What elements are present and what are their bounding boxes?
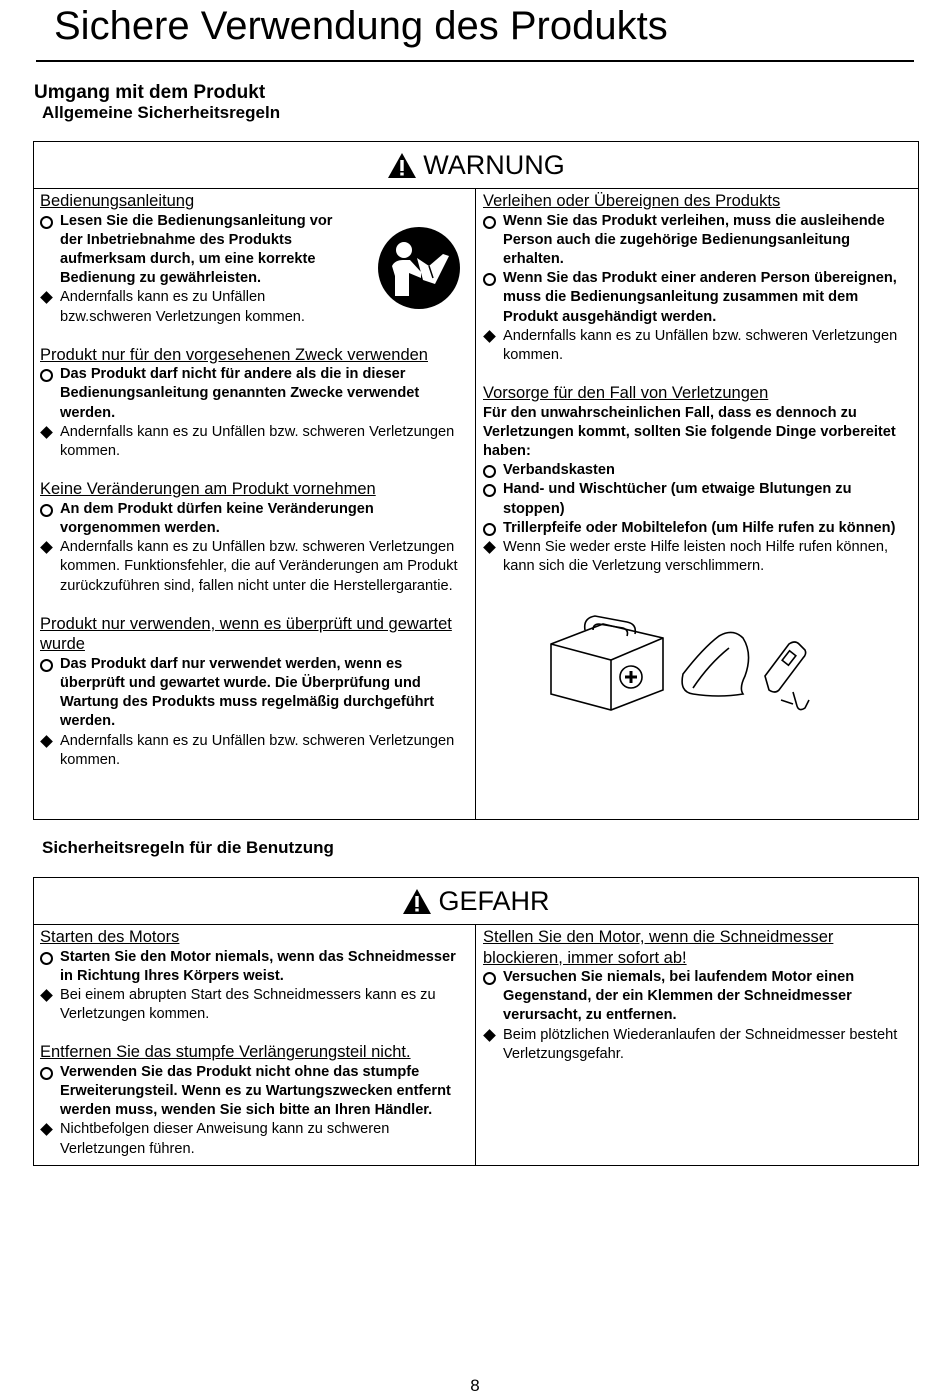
section-heading: Umgang mit dem Produkt <box>34 82 266 103</box>
diamond-bullet-icon <box>40 538 60 596</box>
item-text: Andernfalls kann es zu Unfällen bzw. schweren Verletzungen kommen. <box>60 732 455 768</box>
circle-bullet-icon <box>483 519 503 538</box>
item-text: Andernfalls kann es zu Unfällen bzw. schweren Verletzungen kommen. Funktionsfehler, die auf Veränderungen am Produkt zurückzuführen sind, fallen nicht unter die Herstellergarantie. <box>60 539 458 594</box>
diamond-bullet-icon <box>40 732 60 770</box>
rule-section <box>40 614 469 770</box>
circle-bullet-icon <box>483 212 503 270</box>
rule-section-title: Starten des Motors <box>40 928 180 946</box>
consequence-item <box>40 538 469 596</box>
item-text: Andernfalls kann es zu Unfällen bzw. schweren Verletzungen kommen. <box>60 423 455 460</box>
item-text: Das Produkt darf nicht für andere als die in dieser Bedienungsanleitung genannten Zwecke verwendet werden. <box>60 366 420 421</box>
page-title: Sichere Verwendung des Produkts <box>54 4 668 48</box>
rule-section <box>40 1042 469 1159</box>
danger-right-column <box>476 924 918 1165</box>
circle-bullet-icon <box>483 461 503 480</box>
page-number: 8 <box>470 1376 480 1395</box>
rule-section-title: Keine Veränderungen am Produkt vornehmen <box>40 480 376 499</box>
item-text: Hand- und Wischtücher (um etwaige Blutungen zu stoppen) <box>503 481 852 517</box>
item-text: Wenn Sie das Produkt einer anderen Person übereignen, muss die Bedienungsanleitung zusammen mit dem Produkt ausgehändigt werden. <box>503 270 897 325</box>
rule-section <box>483 927 912 1064</box>
circle-bullet-icon <box>40 500 60 538</box>
instruction-item <box>40 500 469 538</box>
diamond-bullet-icon <box>483 1026 503 1064</box>
diamond-bullet-icon <box>40 288 60 326</box>
circle-bullet-icon <box>40 948 60 986</box>
instruction-item <box>483 461 912 480</box>
consequence-item <box>483 538 912 576</box>
instruction-item <box>483 519 912 538</box>
item-text: Nichtbefolgen dieser Anweisung kann zu schweren Verletzungen führen. <box>60 1121 390 1157</box>
warning-right-column <box>476 188 918 819</box>
consequence-item <box>483 327 912 365</box>
danger-triangle-icon <box>402 888 432 915</box>
rule-section-title: Vorsorge für den Fall von Verletzungen <box>483 384 769 403</box>
warning-triangle-icon <box>387 152 417 179</box>
rule-section-title: Verleihen oder Übereignen des Produkts <box>483 192 781 210</box>
consequence-item <box>40 423 469 461</box>
danger-box <box>33 877 919 1166</box>
consequence-item <box>40 732 469 770</box>
circle-bullet-icon <box>483 968 503 1026</box>
diamond-bullet-icon <box>40 423 60 461</box>
rule-intro-text: Für den unwahrscheinlichen Fall, dass es dennoch zu Verletzungen kommt, sollten Sie folgende Dinge vorbereitet haben: <box>483 404 896 460</box>
danger-label: GEFAHR <box>438 885 550 916</box>
item-text: Versuchen Sie niemals, bei laufendem Motor einen Gegenstand, der ein Klemmen der Schneidmesser verursacht, zu entfernen. <box>503 969 855 1024</box>
circle-bullet-icon <box>483 480 503 518</box>
read-manual-icon <box>377 226 461 310</box>
instruction-item <box>40 212 357 289</box>
rule-section-title: Stellen Sie den Motor, wenn die Schneidmesser blockieren, immer sofort ab! <box>483 928 834 967</box>
circle-bullet-icon <box>40 212 60 289</box>
rule-section <box>40 345 469 462</box>
diamond-bullet-icon <box>40 986 60 1024</box>
item-text: Verbandskasten <box>503 462 615 479</box>
consequence-item <box>483 1026 912 1064</box>
diamond-bullet-icon <box>483 538 503 576</box>
warning-header <box>34 142 918 189</box>
circle-bullet-icon <box>40 365 60 423</box>
subsection-general: Allgemeine Sicherheitsregeln <box>42 103 281 122</box>
title-rule <box>36 60 914 62</box>
item-text: Bei einem abrupten Start des Schneidmessers kann es zu Verletzungen kommen. <box>60 986 436 1023</box>
subsection-usage: Sicherheitsregeln für die Benutzung <box>42 838 334 857</box>
circle-bullet-icon <box>40 655 60 732</box>
warning-label: WARNUNG <box>423 149 565 180</box>
warning-box <box>33 141 919 820</box>
consequence-item <box>40 986 469 1024</box>
consequence-item <box>40 1120 469 1158</box>
danger-left-column <box>34 924 476 1165</box>
consequence-item <box>40 288 357 326</box>
instruction-item <box>483 269 912 327</box>
danger-header <box>34 878 918 925</box>
rule-section-title: Bedienungsanleitung <box>40 192 195 210</box>
circle-bullet-icon <box>40 1063 60 1121</box>
instruction-item <box>483 212 912 270</box>
rule-section <box>40 479 469 596</box>
item-text: Wenn Sie weder erste Hilfe leisten noch Hilfe rufen können, kann sich die Verletzung verschlimmern. <box>503 539 889 575</box>
rule-section-title: Produkt nur verwenden, wenn es überprüft und gewartet wurde <box>40 614 452 654</box>
diamond-bullet-icon <box>40 1120 60 1158</box>
instruction-item <box>40 655 469 732</box>
instruction-item <box>483 480 912 518</box>
item-text: Andernfalls kann es zu Unfällen bzw.schweren Verletzungen kommen. <box>60 289 305 325</box>
item-text: Das Produkt darf nur verwendet werden, wenn es überprüft und gewartet wurde. Die Überprüfung und Wartung des Produkts muss regelmäßig durchgeführt werden. <box>60 655 435 730</box>
item-text: Verwenden Sie das Produkt nicht ohne das stumpfe Erweiterungsteil. Wenn es zu Wartungszwecken entfernt werden muss, wenden Sie sich bitte an Ihren Händler. <box>60 1063 451 1119</box>
item-text: Lesen Sie die Bedienungsanleitung vor der Inbetriebnahme des Produkts aufmerksam durch, um eine korrekte Bedienung zu gewährleisten. <box>60 212 333 287</box>
first-aid-illustration <box>543 604 823 714</box>
item-text: Wenn Sie das Produkt verleihen, muss die ausleihende Person auch die zugehörige Bedienungsanleitung erhalten. <box>503 212 885 267</box>
diamond-bullet-icon <box>483 327 503 365</box>
item-text: Trillerpfeife oder Mobiltelefon (um Hilfe rufen zu können) <box>503 519 896 536</box>
instruction-item <box>483 968 912 1026</box>
item-text: An dem Produkt dürfen keine Veränderungen vorgenommen werden. <box>60 500 374 536</box>
rule-section <box>483 383 912 576</box>
instruction-item <box>40 365 469 423</box>
rule-section <box>483 191 912 365</box>
circle-bullet-icon <box>483 269 503 327</box>
rule-section-title: Entfernen Sie das stumpfe Verlängerungsteil nicht. <box>40 1043 411 1062</box>
rule-section <box>40 927 469 1024</box>
rule-section-title: Produkt nur für den vorgesehenen Zweck verwenden <box>40 345 428 364</box>
item-text: Beim plötzlichen Wiederanlaufen der Schneidmesser besteht Verletzungsgefahr. <box>503 1026 898 1062</box>
instruction-item <box>40 948 469 986</box>
item-text: Andernfalls kann es zu Unfällen bzw. schweren Verletzungen kommen. <box>503 327 898 363</box>
item-text: Starten Sie den Motor niemals, wenn das Schneidmesser in Richtung Ihres Körpers weist. <box>60 948 456 984</box>
instruction-item <box>40 1063 469 1121</box>
